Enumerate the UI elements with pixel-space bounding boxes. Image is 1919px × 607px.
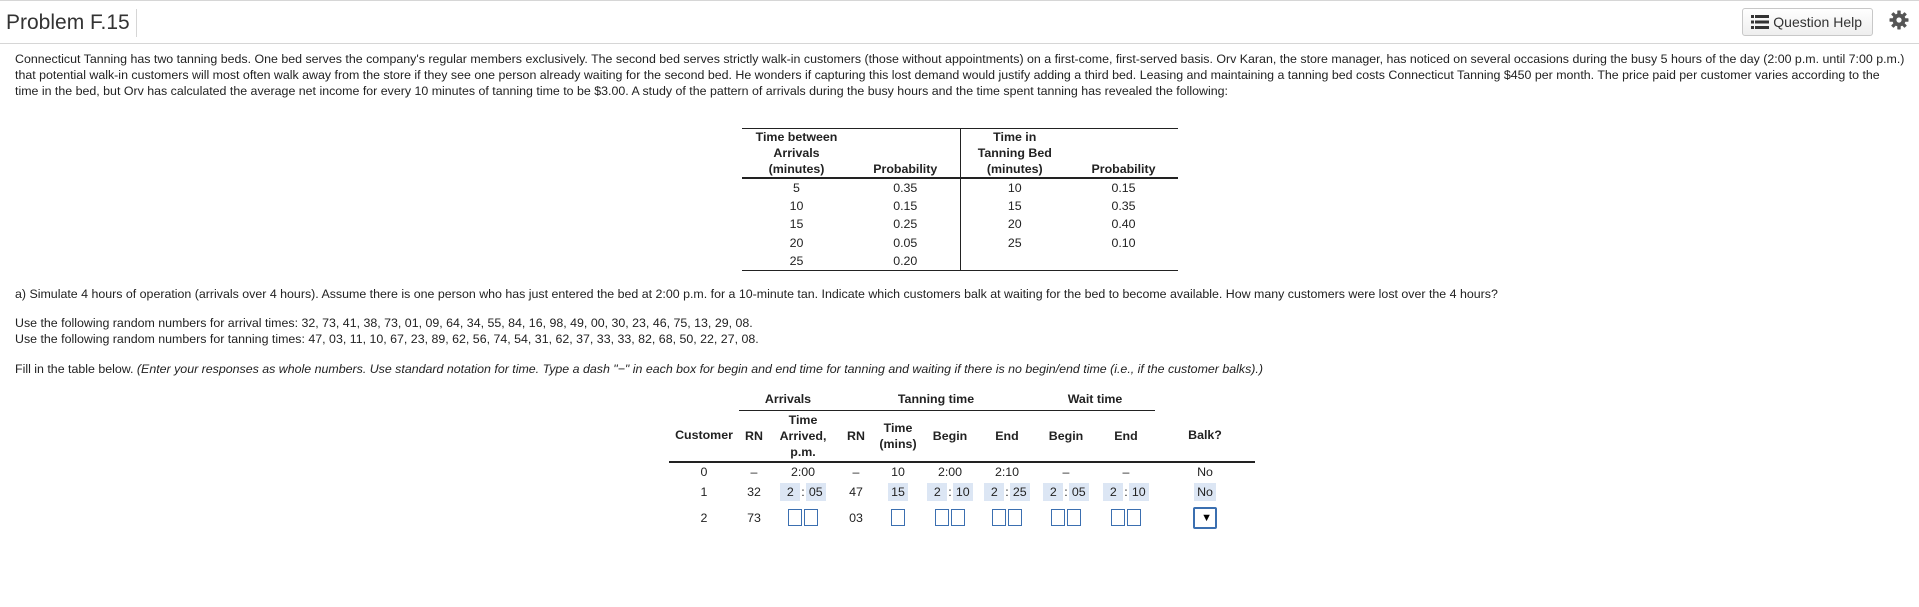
table-row: 1 32 2 : 05 47 15 2 : 10 2 : 25 2 : 05 2 : 10 No: [669, 481, 1255, 503]
wait-end-minute-input[interactable]: [1127, 509, 1141, 526]
simulation-table: [669, 388, 1255, 533]
fill-instructions: Fill in the table below. (Enter your responses as whole numbers. Use standard notation for time. Type a dash "−" in each box for begin and end time for tanning and waiting if there is no begin/end time (i.e., if the customer balks).): [15, 362, 1263, 376]
tanning-begin-answer[interactable]: 2 : 10: [921, 481, 979, 503]
wait-begin-minute-input[interactable]: [1067, 509, 1081, 526]
gear-icon[interactable]: [1889, 10, 1909, 30]
tanning-mins-input[interactable]: [891, 509, 905, 526]
distribution-header-row: [742, 129, 1178, 179]
distribution-table: [742, 128, 1178, 271]
table-row: 15 0.25 20 0.40: [742, 215, 1178, 233]
arrival-hour-input[interactable]: [788, 509, 802, 526]
time-between-arrivals-header: Time between Arrivals (minutes): [742, 129, 851, 179]
time-mins-header: Time (mins): [875, 410, 921, 462]
question-a: a) Simulate 4 hours of operation (arrivals over 4 hours). Assume there is one person who has just entered the bed at 2:00 p.m. for a 10-minute tan. Indicate which customers balk at waiting for the bed to become available. How many customers were lost over the 4 hours?: [15, 287, 1498, 301]
tanning-end-answer[interactable]: 2 : 25: [979, 481, 1035, 503]
wait-begin-header: Begin: [1035, 410, 1097, 462]
customer-header: Customer: [669, 410, 739, 462]
rn-header: RN: [837, 410, 875, 462]
probability-header: Probability: [851, 129, 960, 179]
table-row: 0 – 2:00 – 10 2:00 2:10 – – No: [700, 464, 1213, 479]
wait-begin-hour-input[interactable]: [1051, 509, 1065, 526]
tanning-begin-hour-input[interactable]: [935, 509, 949, 526]
wait-end-header: End: [1097, 410, 1155, 462]
time-arrived-header: Time Arrived, p.m.: [769, 410, 837, 462]
table-row: 20 0.05 25 0.10: [742, 234, 1178, 252]
table-row: 10 0.15 15 0.35: [742, 197, 1178, 215]
question-help-label: Question Help: [1773, 14, 1862, 30]
time-in-bed-header: Time in Tanning Bed (minutes): [960, 129, 1069, 179]
tanning-end-minute-input[interactable]: [1008, 509, 1022, 526]
tanning-begin-header: Begin: [921, 410, 979, 462]
wait-begin-answer[interactable]: 2 : 05: [1035, 481, 1097, 503]
wait-end-hour-input[interactable]: [1111, 509, 1125, 526]
wait-group-header: Wait time: [1035, 388, 1155, 410]
header-bar: [0, 0, 1919, 44]
balk-header: Balk?: [1155, 410, 1255, 462]
arrival-time-answer[interactable]: 2 : 05: [769, 481, 837, 503]
probability-header: Probability: [1069, 129, 1178, 179]
list-icon: [1751, 15, 1769, 29]
arrivals-group-header: Arrivals: [739, 388, 837, 410]
arrival-minute-input[interactable]: [804, 509, 818, 526]
wait-end-answer[interactable]: 2 : 10: [1097, 481, 1155, 503]
table-row: 2 73 03 ▼: [669, 503, 1255, 533]
balk-answer[interactable]: No: [1155, 481, 1255, 503]
random-numbers-arrivals: Use the following random numbers for arrival times: 32, 73, 41, 38, 73, 01, 09, 64, 34, 55, 84, 16, 98, 49, 00, 30, 23, 46, 75, 13, 29, 08.: [15, 316, 753, 330]
problem-title: Problem F.15: [6, 9, 137, 37]
rn-header: RN: [739, 410, 769, 462]
column-header-row: [669, 410, 1255, 462]
tanning-mins-answer[interactable]: 15: [875, 481, 921, 503]
group-header-row: [669, 388, 1255, 410]
question-help-button[interactable]: [1742, 8, 1873, 36]
tanning-group-header: Tanning time: [837, 388, 1035, 410]
tanning-begin-minute-input[interactable]: [951, 509, 965, 526]
balk-dropdown[interactable]: [1193, 507, 1217, 529]
chevron-down-icon: ▼: [1201, 511, 1212, 524]
table-row: 25 0.20: [742, 252, 1178, 271]
table-row: 5 0.35 10 0.15: [742, 178, 1178, 197]
problem-intro: Connecticut Tanning has two tanning beds. One bed serves the company's regular members exclusively. The second bed serves strictly walk-in customers (those without appointments) on a first-come, first-served basis. Orv Karan, the store manager, has noticed on several occasions during the busy 5 hours of the day (2:00 p.m. until 7:00 p.m.) that potential walk-in customers will most often walk away from the store if they see one person already waiting for the second bed. He wonders if capturing this lost demand would justify adding a third bed. Leasing and maintaining a tanning bed costs Connecticut Tanning $450 per month. The price paid per customer varies according to the time in the bed, but Orv has calculated the average net income for every 10 minutes of tanning time to be $3.00. A study of the pattern of arrivals during the busy hours and the time spent tanning has revealed the following:: [15, 52, 1905, 99]
tanning-end-hour-input[interactable]: [992, 509, 1006, 526]
tanning-end-header: End: [979, 410, 1035, 462]
random-numbers-tanning: Use the following random numbers for tanning times: 47, 03, 11, 10, 67, 23, 89, 62, 56, 74, 54, 31, 62, 37, 33, 33, 82, 68, 50, 22, 27, 08.: [15, 332, 759, 346]
